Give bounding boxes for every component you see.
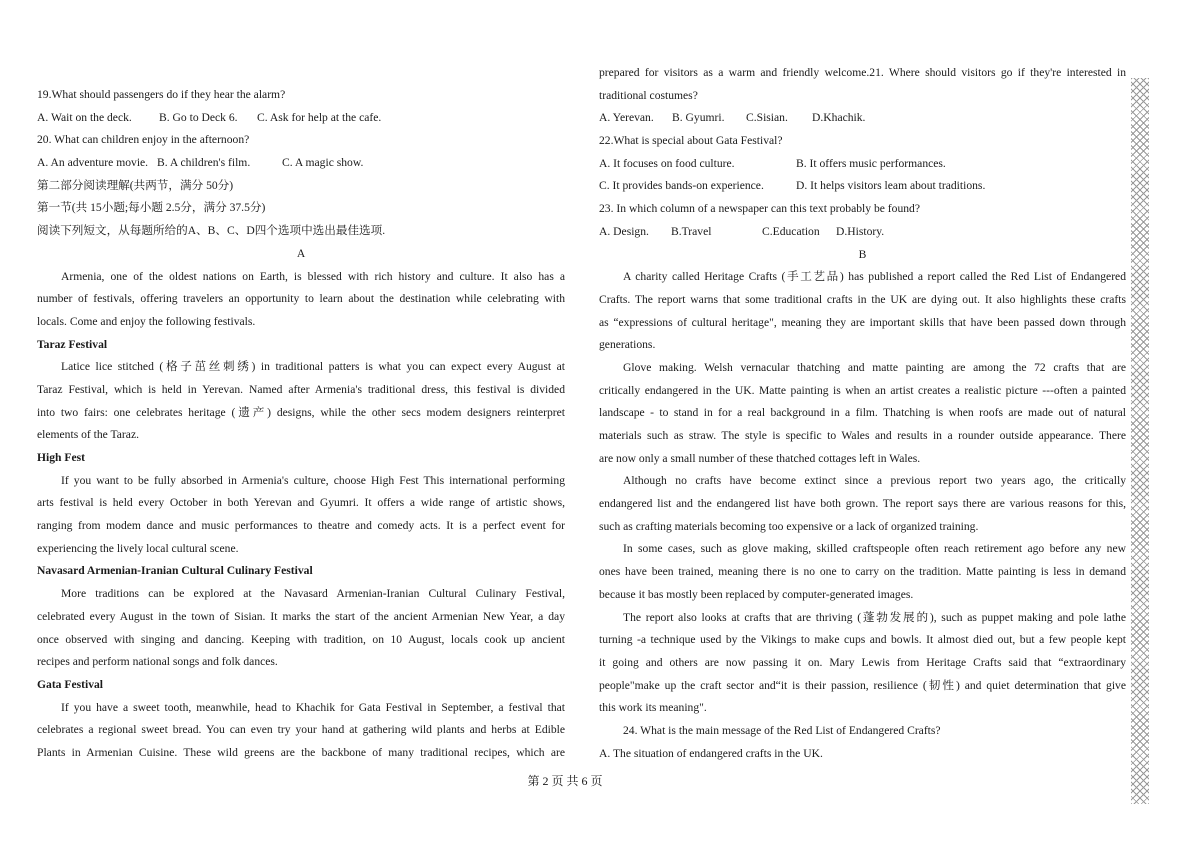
option-c: C.Education [762,224,820,238]
question-20: 20. What can children enjoy in the afternoon? [37,133,250,147]
left-column [37,84,565,765]
paragraph-4-line: In some cases, such as glove making, skilled craftspeople often reach retirement ago before any new [623,542,1126,556]
right-column [599,62,1126,765]
paragraph-5-line: it going and others are now passing it on. Mary Lewis from Heritage Crafts said that “extraordinary [599,655,1126,669]
high-fest-heading: High Fest [37,451,85,464]
paragraph-2-line: materials such as straw. The style is specific to Wales and results in a rounder outside appearance. There [599,429,1126,442]
paragraph-4-line: ones have been trained, meaning there is no one to carry on the tradition. Matte painting is less in demand [599,565,1126,579]
taraz-line: into two fairs: one celebrates heritage (遗产) designs, while the other secs modem designers reinterpret [37,405,565,419]
taraz-heading: Taraz Festival [37,337,108,351]
question-21-options [599,107,1126,130]
paragraph-3-line: such as crafting materials becoming too expensive or a lack of organized training. [599,519,979,533]
option-c: C. A magic show. [282,156,364,170]
paragraph-5-line: people"make up the craft sector and“it is their passion, resilience (韧性) and quiet determination that give [599,678,1126,692]
intro-line: Armenia, one of the oldest nations on Earth, is blessed with rich history and culture. It also has a [61,269,565,283]
paragraph-3-line: Although no crafts have become extinct since a previous report two years ago, the critically [623,474,1126,488]
binding-margin-pattern [1131,78,1149,804]
paragraph-3-line: endangered list and the endangered list have both grown. The report says there are various reasons for this, [599,497,1126,511]
paragraph-5-line: turning -a technique used by the Vikings to make cups and bowls. It almost died out, but a few people kept [599,633,1126,647]
option-d: D.History. [836,224,885,238]
option-b: B. Go to Deck 6. [159,110,238,124]
question-22-options-cd [599,175,1126,198]
navasard-heading: Navasard Armenian-Iranian Cultural Culinary Festival [37,564,313,578]
paragraph-5-line: this work its meaning". [599,701,707,715]
question-24-option-a: A. The situation of endangered crafts in the UK. [599,746,823,760]
passage-a-continuation: prepared for visitors as a warm and friendly welcome.21. Where should visitors go if they're interested in [599,66,1126,79]
paragraph-1-line: Crafts. The report warns that some traditional crafts in the UK are dying out. It also highlights these crafts [599,292,1126,306]
instruction: 阅读下列短文，从每题所给的A、B、C、D四个选项中选出最佳选项. [37,224,386,238]
option-c: C. It provides bands-on experience. [599,179,764,193]
option-a: A. Wait on the deck. [37,110,132,124]
option-a: A. Design. [599,224,649,238]
taraz-line: Taraz Festival, which is held in Yerevan. Named after Armenia's traditional dress, this festival is divided [37,382,565,396]
question-19: 19.What should passengers do if they hear the alarm? [37,88,286,101]
part-two-heading: 第二部分阅读理解(共两节，满分 50分) [37,178,234,192]
high-fest-line: If you want to be fully absorbed in Armenia's culture, choose High Fest This international performing [61,473,565,487]
option-b: B. A children's film. [157,156,251,170]
intro-line: locals. Come and enjoy the following festivals. [37,314,256,328]
navasard-line: once observed with singing and dancing. Keeping with tradition, on 10 August, locals cook up ancient [37,632,565,646]
paragraph-2-line: Glove making. Welsh vernacular thatching and matte painting are among the 72 crafts that are [623,360,1126,374]
paragraph-1-line: generations. [599,338,656,352]
taraz-line: Latice lice stitched (格子茁丝刺绣) in traditional patters is what you can expect every August at [61,360,565,374]
question-21-end: traditional costumes? [599,88,698,102]
question-19-options [37,107,565,130]
taraz-line: elements of the Taraz. [37,428,139,442]
high-fest-line: experiencing the lively local cultural scene. [37,541,239,555]
gata-heading: Gata Festival [37,677,104,691]
option-b: B. Gyumri. [672,111,725,125]
paragraph-2-line: are now only a small number of these thatched cottages left in Wales. [599,451,921,465]
question-23-options [599,221,1126,244]
paragraph-4-line: because it bas mostly been replaced by computer-generated images. [599,587,914,601]
option-d: D.Khachik. [812,111,866,125]
gata-line: celebrates a regional sweet bread. You can even try your hand at gathering wild plants and herbs at Edible [37,723,565,737]
high-fest-line: arts festival is held every October in both Yerevan and Gyumri. It offers a wide range of artistic shows, [37,496,565,510]
intro-line: number of festivals, offering travelers an opportunity to learn about the destination while celebrating with [37,292,565,306]
question-24: 24. What is the main message of the Red List of Endangered Crafts? [623,723,941,737]
option-c: C.Sisian. [746,111,788,125]
question-23: 23. In which column of a newspaper can this text probably be found? [599,202,920,216]
option-d: D. It helps visitors leam about traditions. [796,179,986,193]
option-a: A. Yerevan. [599,111,654,125]
paragraph-2-line: critically endangered in the UK. Matte painting is when an artist creates a realistic picture ---often a painted [599,383,1126,397]
paragraph-2-line: landscape - to stand in for a real background in a film. Thatching is when roofs are made out of natural [599,406,1126,420]
question-20-options [37,152,565,175]
option-a: A. It focuses on food culture. [599,156,735,170]
navasard-line: recipes and perform national songs and folk dances. [37,655,278,669]
page-footer: 第 2 页 共 6 页 [527,774,603,788]
paragraph-1-line: A charity called Heritage Crafts (手工艺品) has published a report called the Red List of Endangered [623,270,1126,284]
navasard-line: celebrated every August in the town of Sisian. It marks the start of the ancient Armenian New Year, a day [37,609,565,623]
question-22-options-ab [599,153,1126,176]
option-a: A. An adventure movie. [37,156,149,170]
option-b: B. It offers music performances. [796,156,946,170]
option-c: C. Ask for help at the cafe. [257,110,382,124]
paragraph-1-line: as “expressions of cultural heritage", meaning they are important skills that have been passed down through [599,315,1126,329]
gata-line: Plants in Armenian Cuisine. These wild greens are the backbone of many traditional recipes, which are [37,745,565,759]
navasard-line: More traditions can be explored at the Navasard Armenian-Iranian Cultural Culinary Festival, [61,587,565,601]
section-one-heading: 第一节(共 15小题;每小题 2.5分，满分 37.5分) [37,201,266,215]
high-fest-line: ranging from modem dance and music performances to theatre and comedy acts. It is a perfect event for [37,519,565,533]
passage-letter-a: A [296,246,306,260]
option-b: B.Travel [671,224,712,238]
paragraph-5-line: The report also looks at crafts that are thriving (蓬勃发展的), such as puppet making and pole lathe [623,610,1126,624]
passage-letter-b: B [858,247,867,261]
gata-line: If you have a sweet tooth, meanwhile, head to Khachik for Gata Festival in September, a festival that [61,700,565,714]
question-22: 22.What is special about Gata Festival? [599,134,783,148]
